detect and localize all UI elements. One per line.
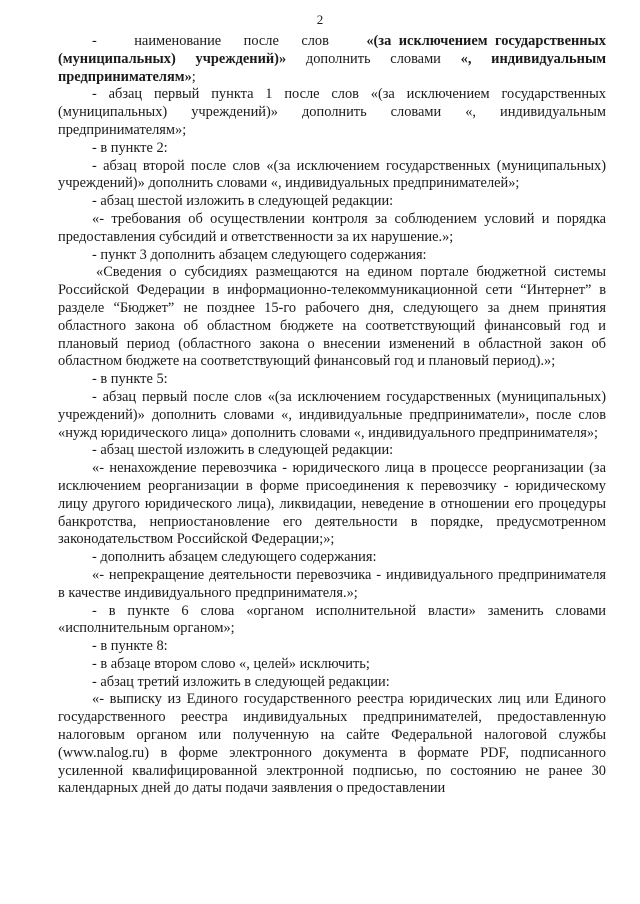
text-segment: «- требования об осуществлении контроля за соблюдением условий и порядка предоставления субсидий и ответственности за их нарушение.»;: [58, 210, 610, 245]
bold-text-segment: «, индивидуальным предпринимателям»: [58, 50, 610, 85]
text-segment: ;: [191, 68, 196, 85]
paragraph: [58, 656, 606, 674]
text-segment: - абзац шестой изложить в следующей редакции:: [92, 442, 394, 459]
text-segment: - в пункте 6 слова «органом исполнительной власти» заменить словами «исполнительным органом»;: [58, 602, 610, 637]
paragraph: [58, 566, 610, 603]
paragraph: [58, 210, 610, 247]
paragraph: [58, 140, 606, 158]
paragraph: [58, 371, 606, 389]
paragraph: [58, 638, 606, 656]
text-segment: - в пункте 2:: [92, 139, 168, 156]
text-segment: «- непрекращение деятельности перевозчика - индивидуального предпринимателя в качестве индивидуального предпринимателя.»;: [58, 566, 610, 601]
text-segment: - наименование после слов: [92, 33, 367, 49]
page-number: 2: [316, 12, 324, 27]
paragraph: [58, 602, 610, 639]
paragraph: [58, 442, 606, 460]
paragraph: [58, 674, 606, 692]
text-segment: - абзац шестой изложить в следующей редакции:: [92, 193, 394, 210]
text-segment: - в пункте 8:: [92, 638, 168, 655]
paragraph: [58, 157, 610, 194]
paragraph: [58, 691, 610, 798]
text-segment: - в абзаце втором слово «, целей» исключить;: [92, 655, 370, 672]
paragraph: [58, 247, 606, 265]
paragraph: [58, 193, 606, 211]
text-segment: «- выписку из Единого государственного реестра юридических лиц или Единого государственного реестра индивидуальных предпринимателей, предоставленную налоговым органом или полученную на сайте Федеральной налоговой службы (www.nalog.ru) в форме электронного документа в формате PDF, подписанного усиленной квалифицированной электронной подписью, по состоянию не ранее 30 календарных дней до даты подачи заявления о предоставлении: [58, 691, 610, 797]
text-segment: дополнить словами: [286, 50, 461, 67]
text-segment: - абзац первый пункта 1 после слов «(за исключением государственных (муниципальных) учреждений)» дополнить словами «, индивидуальным предпринимателям»;: [58, 86, 610, 138]
paragraph: [58, 33, 610, 86]
text-segment: - дополнить абзацем следующего содержания:: [92, 549, 377, 566]
text-segment: - абзац третий изложить в следующей редакции:: [92, 673, 390, 690]
text-segment: - пункт 3 дополнить абзацем следующего содержания:: [92, 246, 427, 263]
text-segment: - в пункте 5:: [92, 371, 168, 388]
paragraph: [58, 388, 610, 442]
text-segment: - абзац второй после слов «(за исключением государственных (муниципальных) учреждений)» дополнить словами «, индивидуальных предпринимателей»;: [58, 157, 610, 192]
text-segment: «Сведения о субсидиях размещаются на едином портале бюджетной системы Российской Федерации в информационно-телекоммуникационной сети “Интернет” в разделе “Бюджет” не позднее 15-го рабочего дня, следующего за днем принятия областного закона об областном бюджете на соответствующий финансовый год и плановый период (областного закона о внесении изменений в областной закон об областном бюджете на соответствующий финансовый год и плановый период).»;: [58, 264, 610, 370]
paragraph: [58, 86, 610, 139]
paragraph: [58, 460, 610, 549]
document-body: [58, 33, 610, 798]
bold-text-segment: «(за исключением государственных (муниципальных) учреждений)»: [58, 33, 610, 67]
text-segment: - абзац первый после слов «(за исключением государственных (муниципальных) учреждений)» дополнить словами «, индивидуальные предприниматели», после слов «нужд юридического лица» дополнить словами «, индивидуального предпринимателя»;: [58, 388, 610, 441]
text-segment: «- ненахождение перевозчика - юридического лица в процессе реорганизации (за исключением реорганизации в форме присоединения к перевозчику - юридическому лицу другого юридического лица), ликвидации, неведение в отношении его процедуры банкротства, неприостановление его деятельности в порядке, предусмотренном законодательством Российской Федерации;»;: [58, 460, 610, 548]
paragraph: [58, 549, 606, 567]
paragraph: [58, 264, 610, 371]
